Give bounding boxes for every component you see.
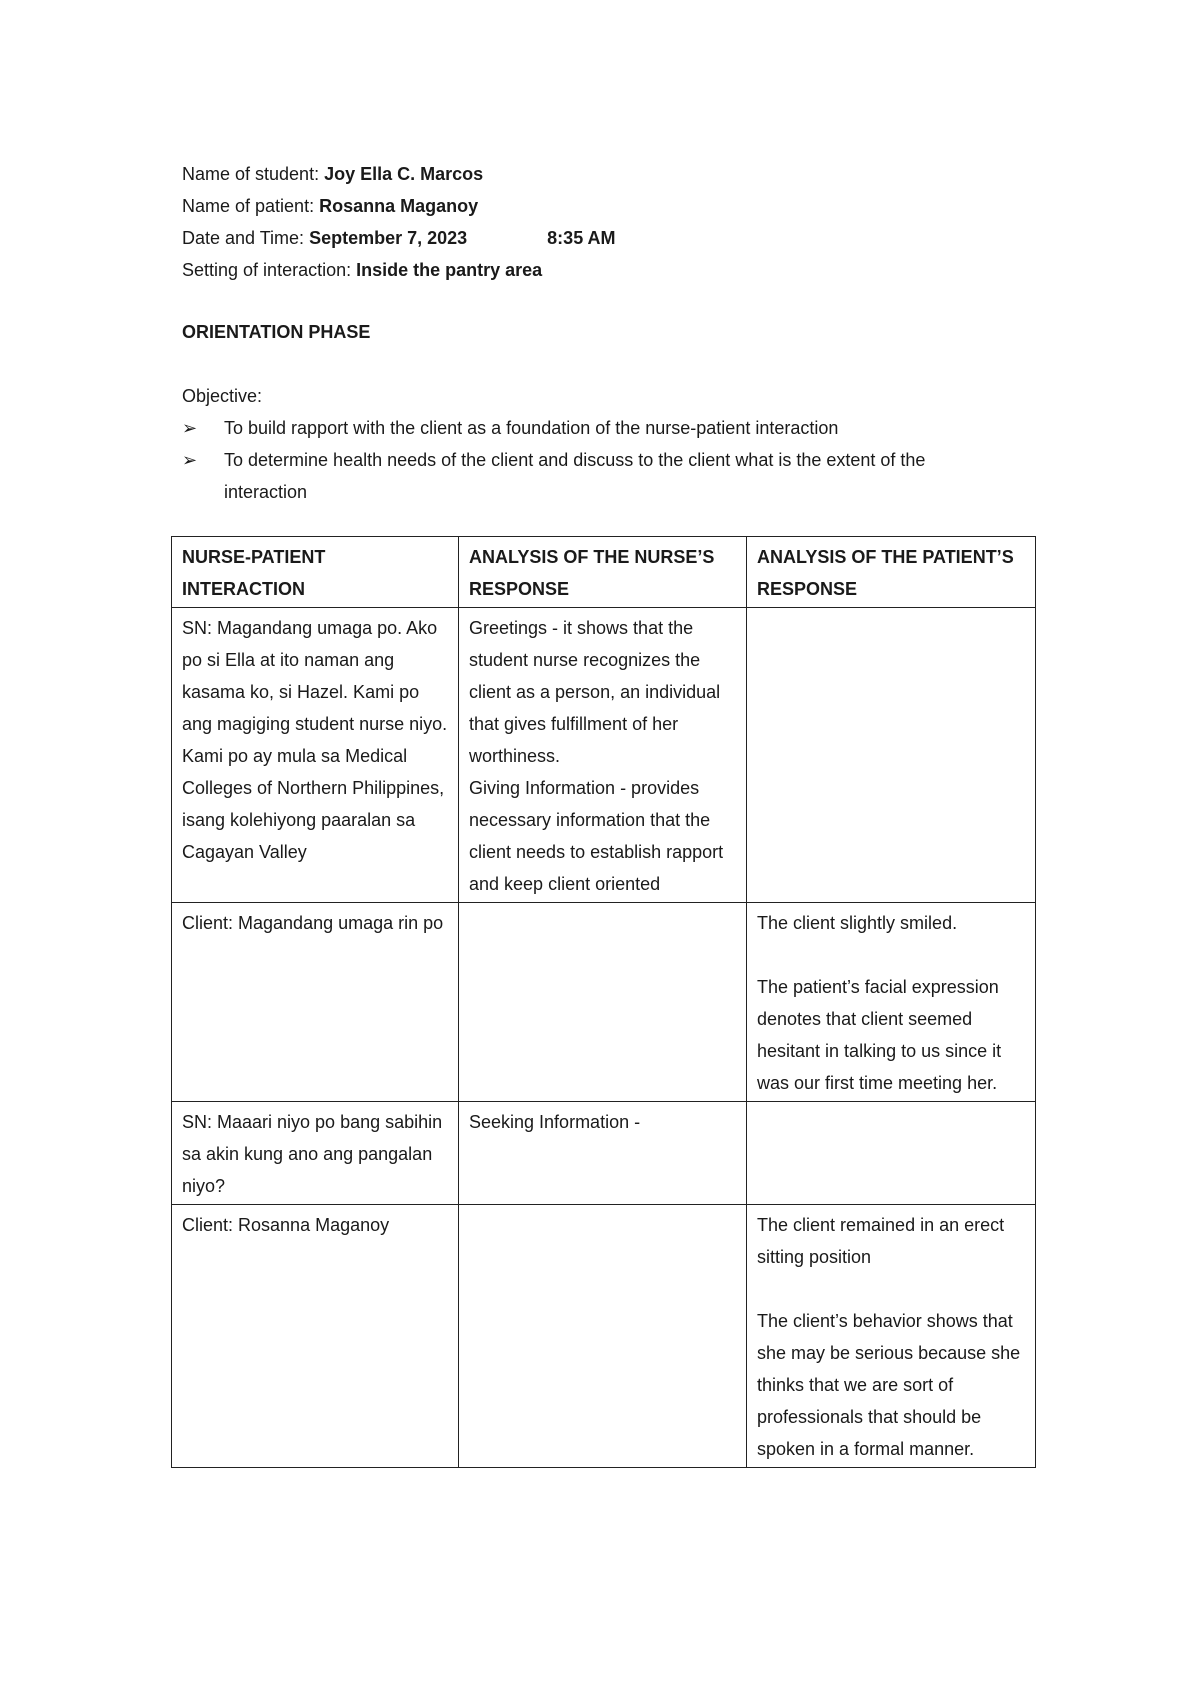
student-name-value: Joy Ella C. Marcos <box>324 164 484 184</box>
setting-label: Setting of interaction: <box>182 260 357 280</box>
setting-value: Inside the pantry area <box>356 260 543 280</box>
patient-analysis-cell <box>747 608 1036 903</box>
patient-analysis-cell <box>747 903 1036 1102</box>
patient-name-value: Rosanna Maganoy <box>319 196 479 216</box>
patient-analysis-cell <box>747 1205 1036 1468</box>
patient-analysis-text: The patient’s facial expression denotes that client seemed hesitant in talking to us since it was our first time meeting her. <box>757 977 1002 1093</box>
interaction-cell: Client: Rosanna Maganoy <box>172 1205 459 1468</box>
patient-analysis-text: The client remained in an erect sitting position <box>757 1215 1005 1267</box>
student-name-line <box>182 158 1042 190</box>
patient-analysis-cell <box>747 1102 1036 1205</box>
setting-line <box>182 254 1042 286</box>
objective-text: To build rapport with the client as a foundation of the nurse-patient interaction <box>224 418 839 438</box>
interaction-cell: SN: Maaari niyo po bang sabihin sa akin kung ano ang pangalan niyo? <box>172 1102 459 1205</box>
table-row <box>172 608 1036 903</box>
patient-name-line <box>182 190 1042 222</box>
interaction-table <box>171 536 1036 1468</box>
date-value: September 7, 2023 <box>309 228 468 248</box>
header-nurse-analysis: ANALYSIS OF THE NURSE’S RESPONSE <box>459 537 747 608</box>
arrow-bullet-icon: ➢ <box>182 418 198 438</box>
objective-item <box>182 412 1012 444</box>
objective-text: To determine health needs of the client and discuss to the client what is the extent of the interaction <box>224 450 926 502</box>
student-name-label: Name of student: <box>182 164 325 184</box>
objectives-list <box>182 412 1012 508</box>
nurse-analysis-text: Greetings - it shows that the student nurse recognizes the client as a person, an individual that gives fulfillment of her worthiness. <box>469 618 721 766</box>
time-value: 8:35 AM <box>547 228 616 248</box>
table-row <box>172 1102 1036 1205</box>
paragraph-gap <box>757 939 1025 971</box>
nurse-analysis-cell <box>459 608 747 903</box>
header-patient-analysis: ANALYSIS OF THE PATIENT’S RESPONSE <box>747 537 1036 608</box>
table-header-row <box>172 537 1036 608</box>
patient-name-label: Name of patient: <box>182 196 320 216</box>
arrow-bullet-icon: ➢ <box>182 450 198 470</box>
patient-analysis-text: The client’s behavior shows that she may be serious because she thinks that we are sort of professionals that should be spoken in a formal manner. <box>757 1311 1021 1459</box>
objective-item <box>182 444 1012 508</box>
interaction-cell: SN: Magandang umaga po. Ako po si Ella at ito naman ang kasama ko, si Hazel. Kami po ang magiging student nurse niyo. Kami po ay mula sa Medical Colleges of Northern Philippines, isang kolehiyong paaralan sa Cagayan Valley <box>172 608 459 903</box>
datetime-line <box>182 222 1042 254</box>
interaction-cell: Client: Magandang umaga rin po <box>172 903 459 1102</box>
patient-analysis-text: The client slightly smiled. <box>757 913 958 933</box>
table-row <box>172 1205 1036 1468</box>
nurse-analysis-cell <box>459 1205 747 1468</box>
phase-title: ORIENTATION PHASE <box>182 322 371 342</box>
objective-label: Objective: <box>182 386 263 406</box>
nurse-analysis-text: Giving Information - provides necessary information that the client needs to establish rapport and keep client oriented <box>469 778 724 894</box>
datetime-label: Date and Time: <box>182 228 310 248</box>
document-header <box>182 158 1042 286</box>
nurse-analysis-cell <box>459 903 747 1102</box>
header-nurse-patient-interaction: NURSE-PATIENT INTERACTION <box>172 537 459 608</box>
nurse-analysis-cell: Seeking Information - <box>459 1102 747 1205</box>
table-row <box>172 903 1036 1102</box>
paragraph-gap <box>757 1273 1025 1305</box>
